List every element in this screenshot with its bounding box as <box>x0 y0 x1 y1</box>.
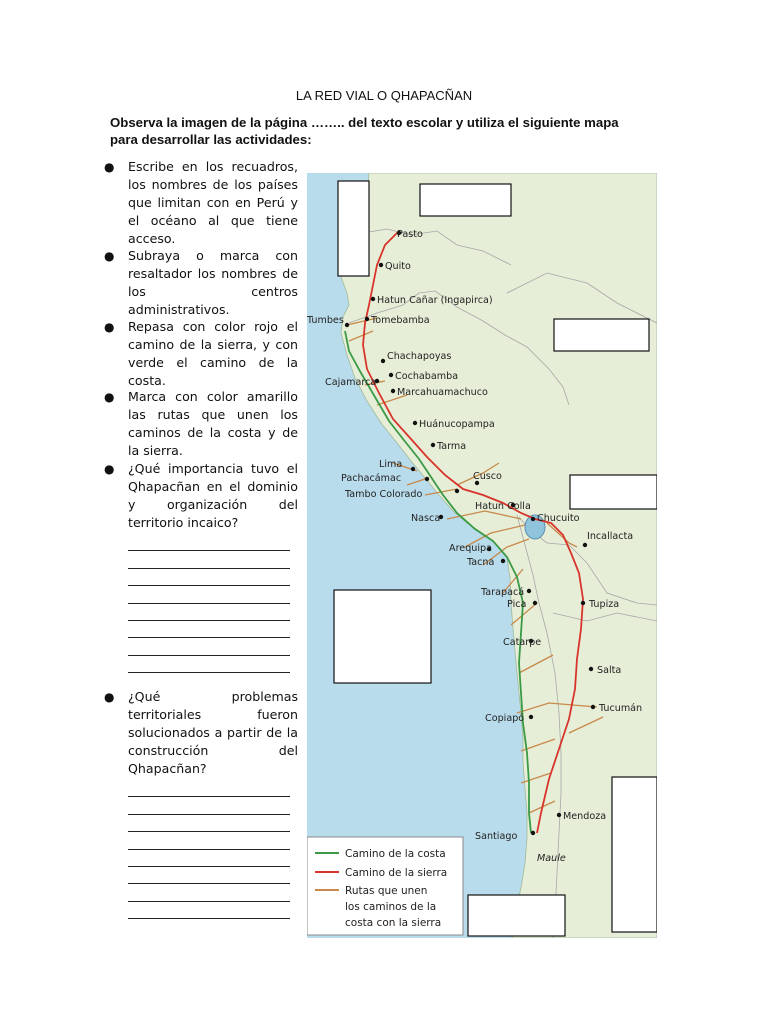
place-label: Arequipa <box>449 543 493 554</box>
activity-text: ¿Qué problemas territoriales fueron solucionados a partir de la construcción del Qhapacñan? <box>128 689 298 776</box>
place-label: Pachacámac <box>341 473 402 484</box>
place-label: Pica <box>507 599 527 610</box>
place-label: Santiago <box>475 831 518 842</box>
legend-label: Rutas que unen <box>345 885 428 897</box>
place-label: Tucumán <box>599 703 643 714</box>
answer-line[interactable] <box>128 850 290 867</box>
place-label: Cochabamba <box>395 371 459 382</box>
place-label: Marcahuamachuco <box>397 387 488 398</box>
activity-text: Subraya o marca con resaltador los nombres de los centros administrativos. <box>128 248 298 317</box>
place-label: Chucuito <box>537 513 580 524</box>
place-label: Tambo Colorado <box>345 489 423 500</box>
place-label: Catarpe <box>503 637 542 648</box>
answer-line[interactable] <box>128 815 290 832</box>
place-label: Mendoza <box>563 811 607 822</box>
place-label: Incallacta <box>587 531 634 542</box>
place-label: Copiapó <box>485 713 525 724</box>
place-label: Cusco <box>473 471 502 482</box>
place-label: Cajamarca <box>325 377 377 388</box>
activity-item <box>104 247 298 319</box>
answer-line[interactable] <box>128 902 290 919</box>
activity-item <box>104 158 298 248</box>
place-label: Tomebamba <box>371 315 430 326</box>
bullet-icon: ● <box>104 390 115 404</box>
activity-text: Escribe en los recuadros, los nombres de los países que limitan con en Perú y el océano al que tiene acceso. <box>128 159 298 246</box>
answer-box[interactable] <box>554 319 649 351</box>
place-label: Nasca <box>411 513 441 524</box>
activity-item <box>104 688 298 919</box>
answer-line[interactable] <box>128 621 290 638</box>
activity-text: ¿Qué importancia tuvo el Qhapacñan en el dominio y organización del territorio incaico? <box>128 461 298 530</box>
place-label: Hatun Cañar (Ingapirca) <box>377 295 493 306</box>
answer-box[interactable] <box>338 181 369 276</box>
answer-box[interactable] <box>420 184 511 216</box>
place-label: Quito <box>385 261 411 272</box>
place-label: Chachapoyas <box>387 351 452 362</box>
answer-box[interactable] <box>334 590 431 683</box>
answer-line[interactable] <box>128 867 290 884</box>
answer-box[interactable] <box>468 895 565 936</box>
bullet-icon: ● <box>104 690 115 704</box>
answer-line[interactable] <box>128 604 290 621</box>
place-label: Tumbes <box>307 315 344 326</box>
legend-label: costa con la sierra <box>345 917 442 929</box>
answer-lines <box>128 780 298 919</box>
page-title: LA RED VIAL O QHAPACÑAN <box>295 88 473 103</box>
answer-line[interactable] <box>128 797 290 814</box>
answer-lines <box>128 534 298 673</box>
river-label: Maule <box>537 853 566 864</box>
answer-box[interactable] <box>612 777 657 932</box>
activity-text: Repasa con color rojo el camino de la sierra, y con verde el camino de la costa. <box>128 319 298 388</box>
answer-line[interactable] <box>128 656 290 673</box>
place-label: Salta <box>597 665 622 676</box>
place-label: Tacna <box>467 557 495 568</box>
activity-item <box>104 460 298 673</box>
legend-label: Camino de la costa <box>345 848 446 860</box>
bullet-icon: ● <box>104 249 115 263</box>
activity-text: Marca con color amarillo las rutas que unen los caminos de la costa y de la sierra. <box>128 389 298 458</box>
answer-line[interactable] <box>128 551 290 568</box>
answer-line[interactable] <box>128 780 290 797</box>
bullet-icon: ● <box>104 320 115 334</box>
answer-line[interactable] <box>128 569 290 586</box>
activity-item <box>104 388 298 460</box>
answer-line[interactable] <box>128 832 290 849</box>
place-label: Lima <box>379 459 403 470</box>
legend-label: Camino de la sierra <box>345 867 448 879</box>
place-label: Pasto <box>397 229 423 240</box>
map-legend <box>307 837 463 935</box>
bullet-icon: ● <box>104 462 115 476</box>
place-label: Tupiza <box>589 599 620 610</box>
map-svg <box>307 173 657 938</box>
answer-box[interactable] <box>570 475 657 509</box>
answer-line[interactable] <box>128 534 290 551</box>
legend-label: los caminos de la <box>345 901 437 913</box>
place-label: Tarma <box>437 441 467 452</box>
answer-line[interactable] <box>128 638 290 655</box>
place-label: Huánucopampa <box>419 419 495 430</box>
activity-item <box>104 318 298 390</box>
place-label: Hatun Colla <box>475 501 531 512</box>
answer-line[interactable] <box>128 586 290 603</box>
place-label: Tarapacá <box>481 587 525 598</box>
instructions-intro: Observa la imagen de la página …….. del texto escolar y utiliza el siguiente mapa para desarrollar las actividades: <box>110 115 619 147</box>
bullet-icon: ● <box>104 160 115 174</box>
qhapacnan-map <box>307 173 657 938</box>
answer-line[interactable] <box>128 884 290 901</box>
